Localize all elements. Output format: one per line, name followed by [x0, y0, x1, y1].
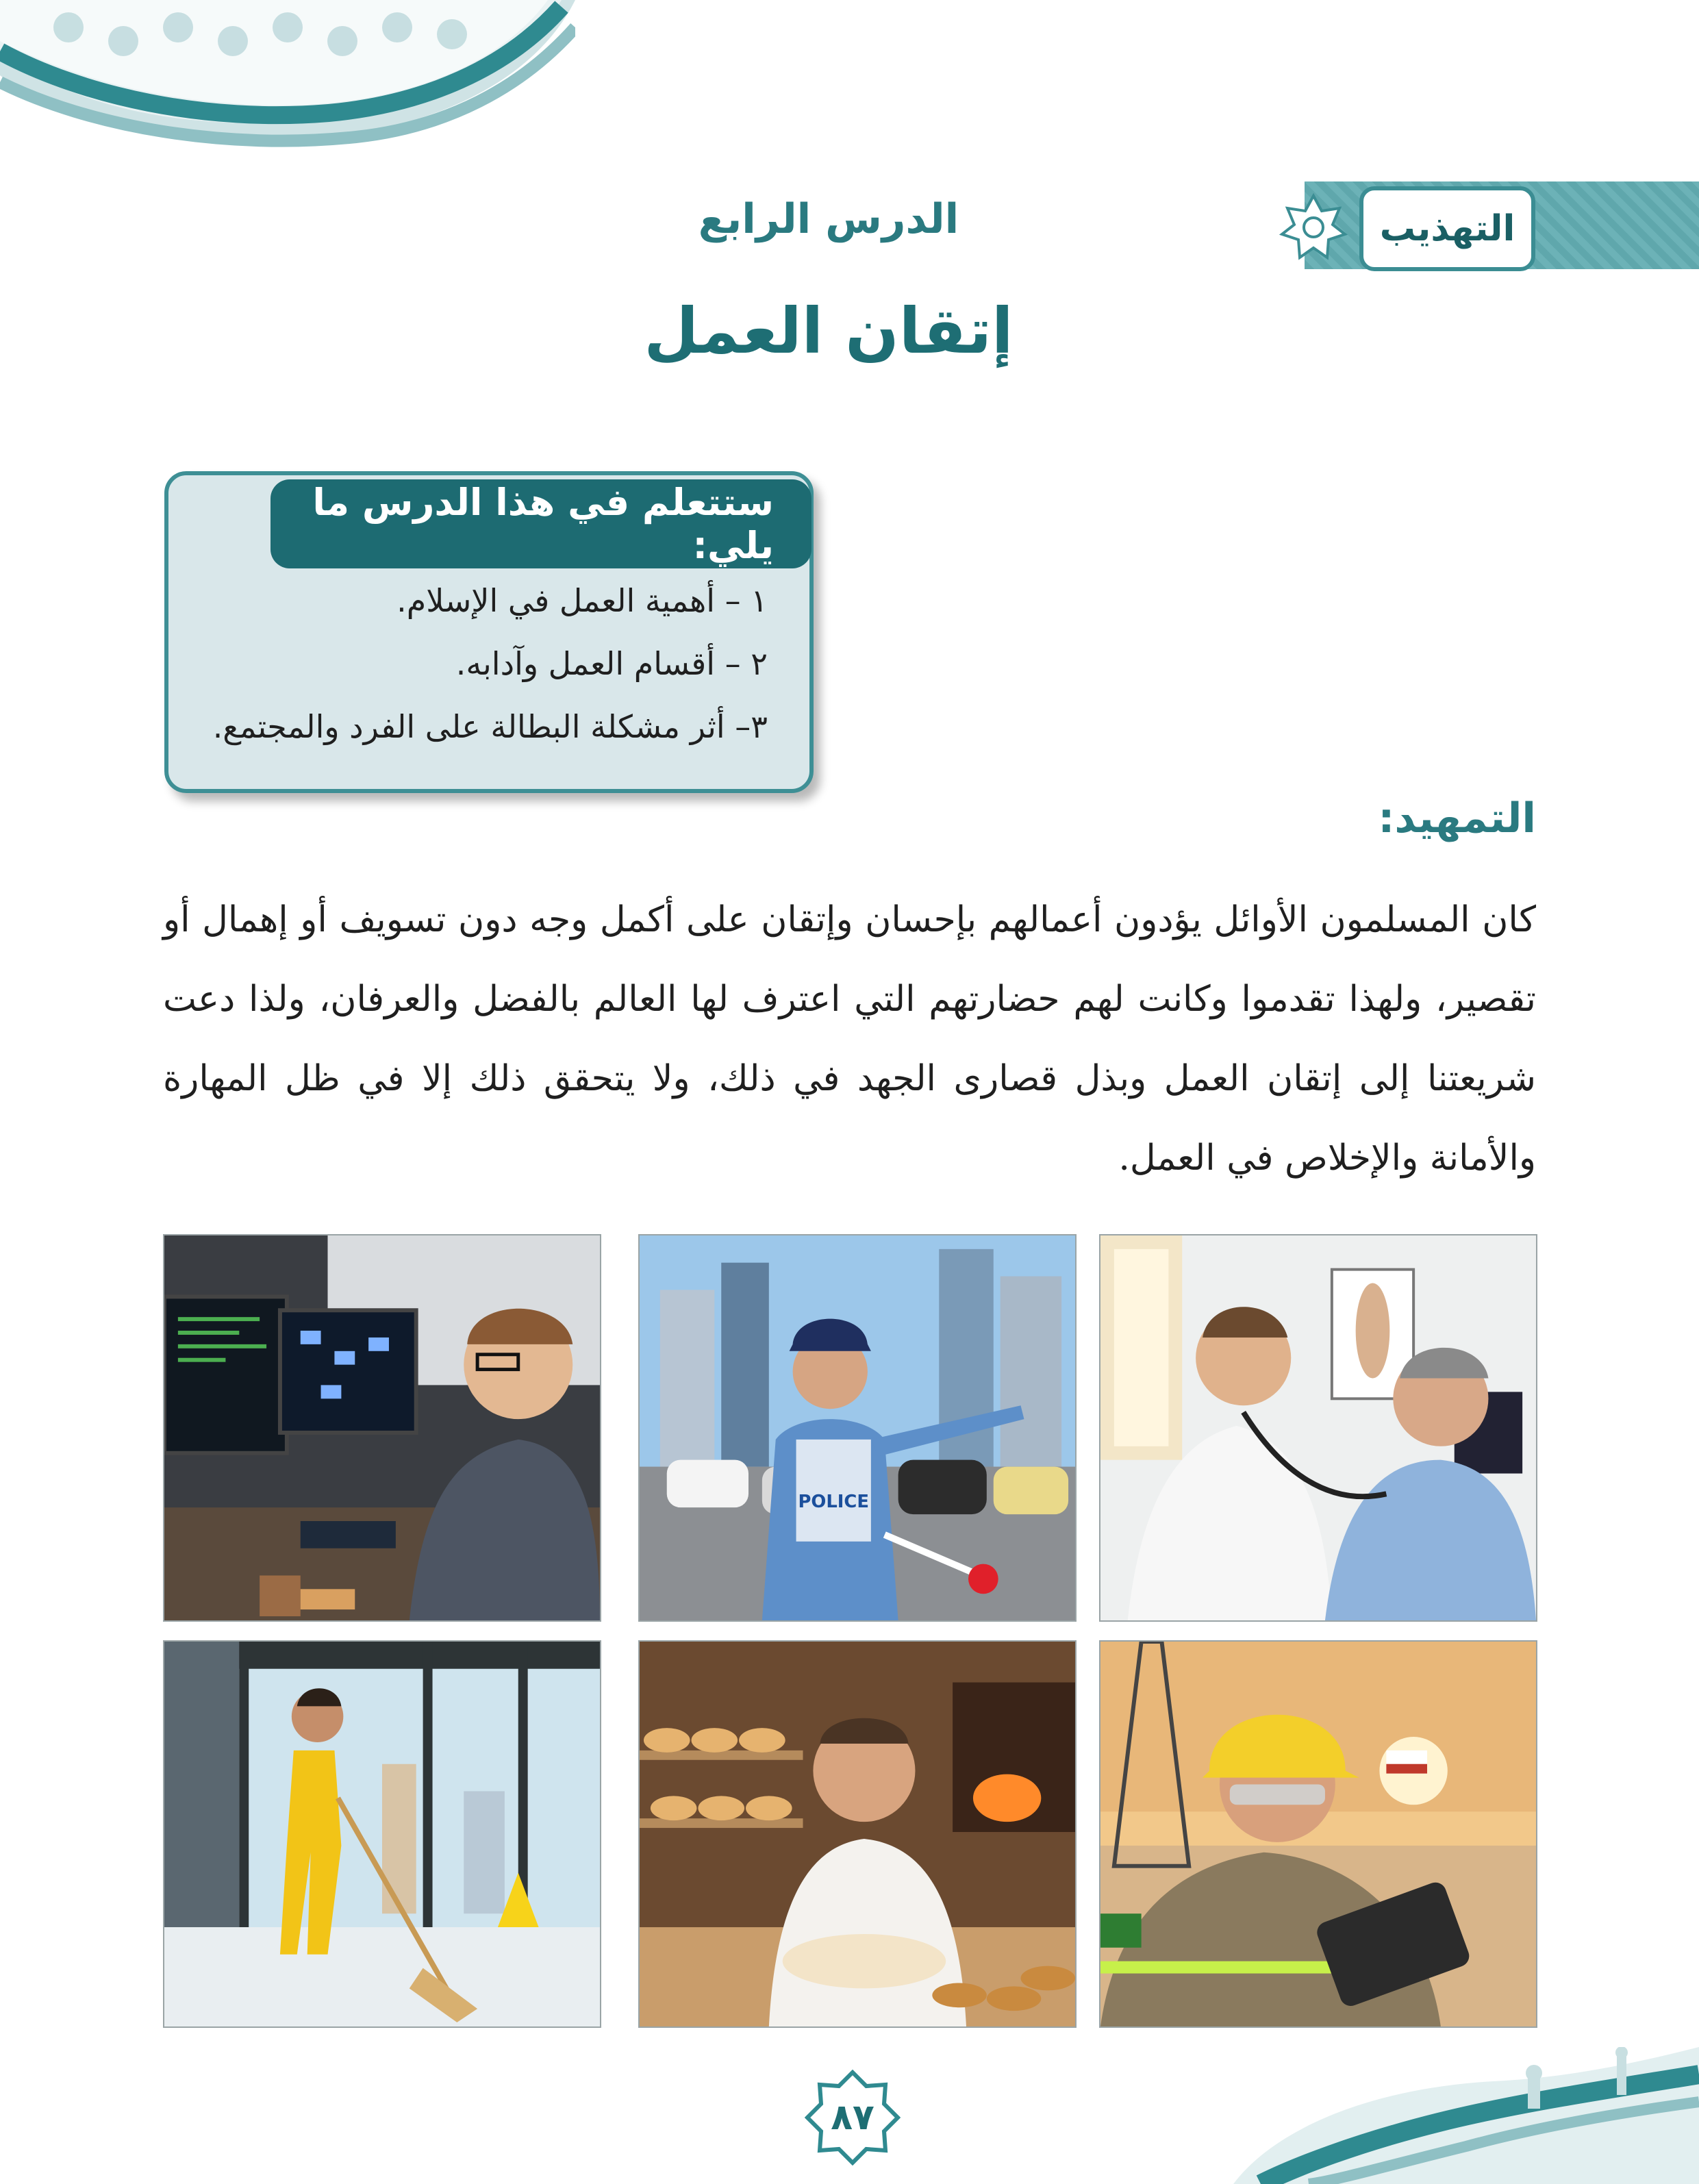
- police-badge-text: POLICE: [798, 1492, 869, 1513]
- objectives-heading: ستتعلم في هذا الدرس ما يلي:: [270, 479, 811, 568]
- photo-programmer: [163, 1234, 601, 1622]
- objective-item: ١ – أهمية العمل في الإسلام.: [397, 582, 768, 619]
- photo-doctor: [1099, 1234, 1537, 1622]
- lesson-number: الدرس الرابع: [698, 195, 959, 243]
- objective-item: ٣– أثر مشكلة البطالة على الفرد والمجتمع.: [212, 708, 768, 745]
- top-corner-ornament: [0, 0, 575, 164]
- introduction-heading: التمهيد:: [1378, 794, 1536, 842]
- photo-cleaner: [163, 1640, 601, 2028]
- photo-oil-engineer: [1099, 1640, 1537, 2028]
- lesson-title: إتقان العمل: [644, 294, 1014, 368]
- bottom-corner-ornament: [1233, 2047, 1699, 2184]
- photo-traffic-police: [638, 1234, 1077, 1622]
- page-number: ٨٧: [831, 2097, 874, 2138]
- star-ornament-icon: [1279, 193, 1348, 262]
- introduction-paragraph: كان المسلمون الأوائل يؤدون أعمالهم بإحسان وإتقان على أكمل وجه دون تسويف أو إهمال أو تقصير، ولهذا تقدموا وكانت لهم حضارتهم التي اعترف لها العالم بالفضل والعرفان، ولذا دعت شريعتنا إلى إتقان العمل وبذل قصارى الجهد في ذلك، ولا يتحقق ذلك إلا في ظل المهارة والأمانة والإخلاص في العمل.: [163, 899, 1536, 1179]
- objective-item: ٢ – أقسام العمل وآدابه.: [455, 645, 768, 682]
- photo-baker: [638, 1640, 1077, 2028]
- subject-label: التهذيب: [1359, 186, 1535, 271]
